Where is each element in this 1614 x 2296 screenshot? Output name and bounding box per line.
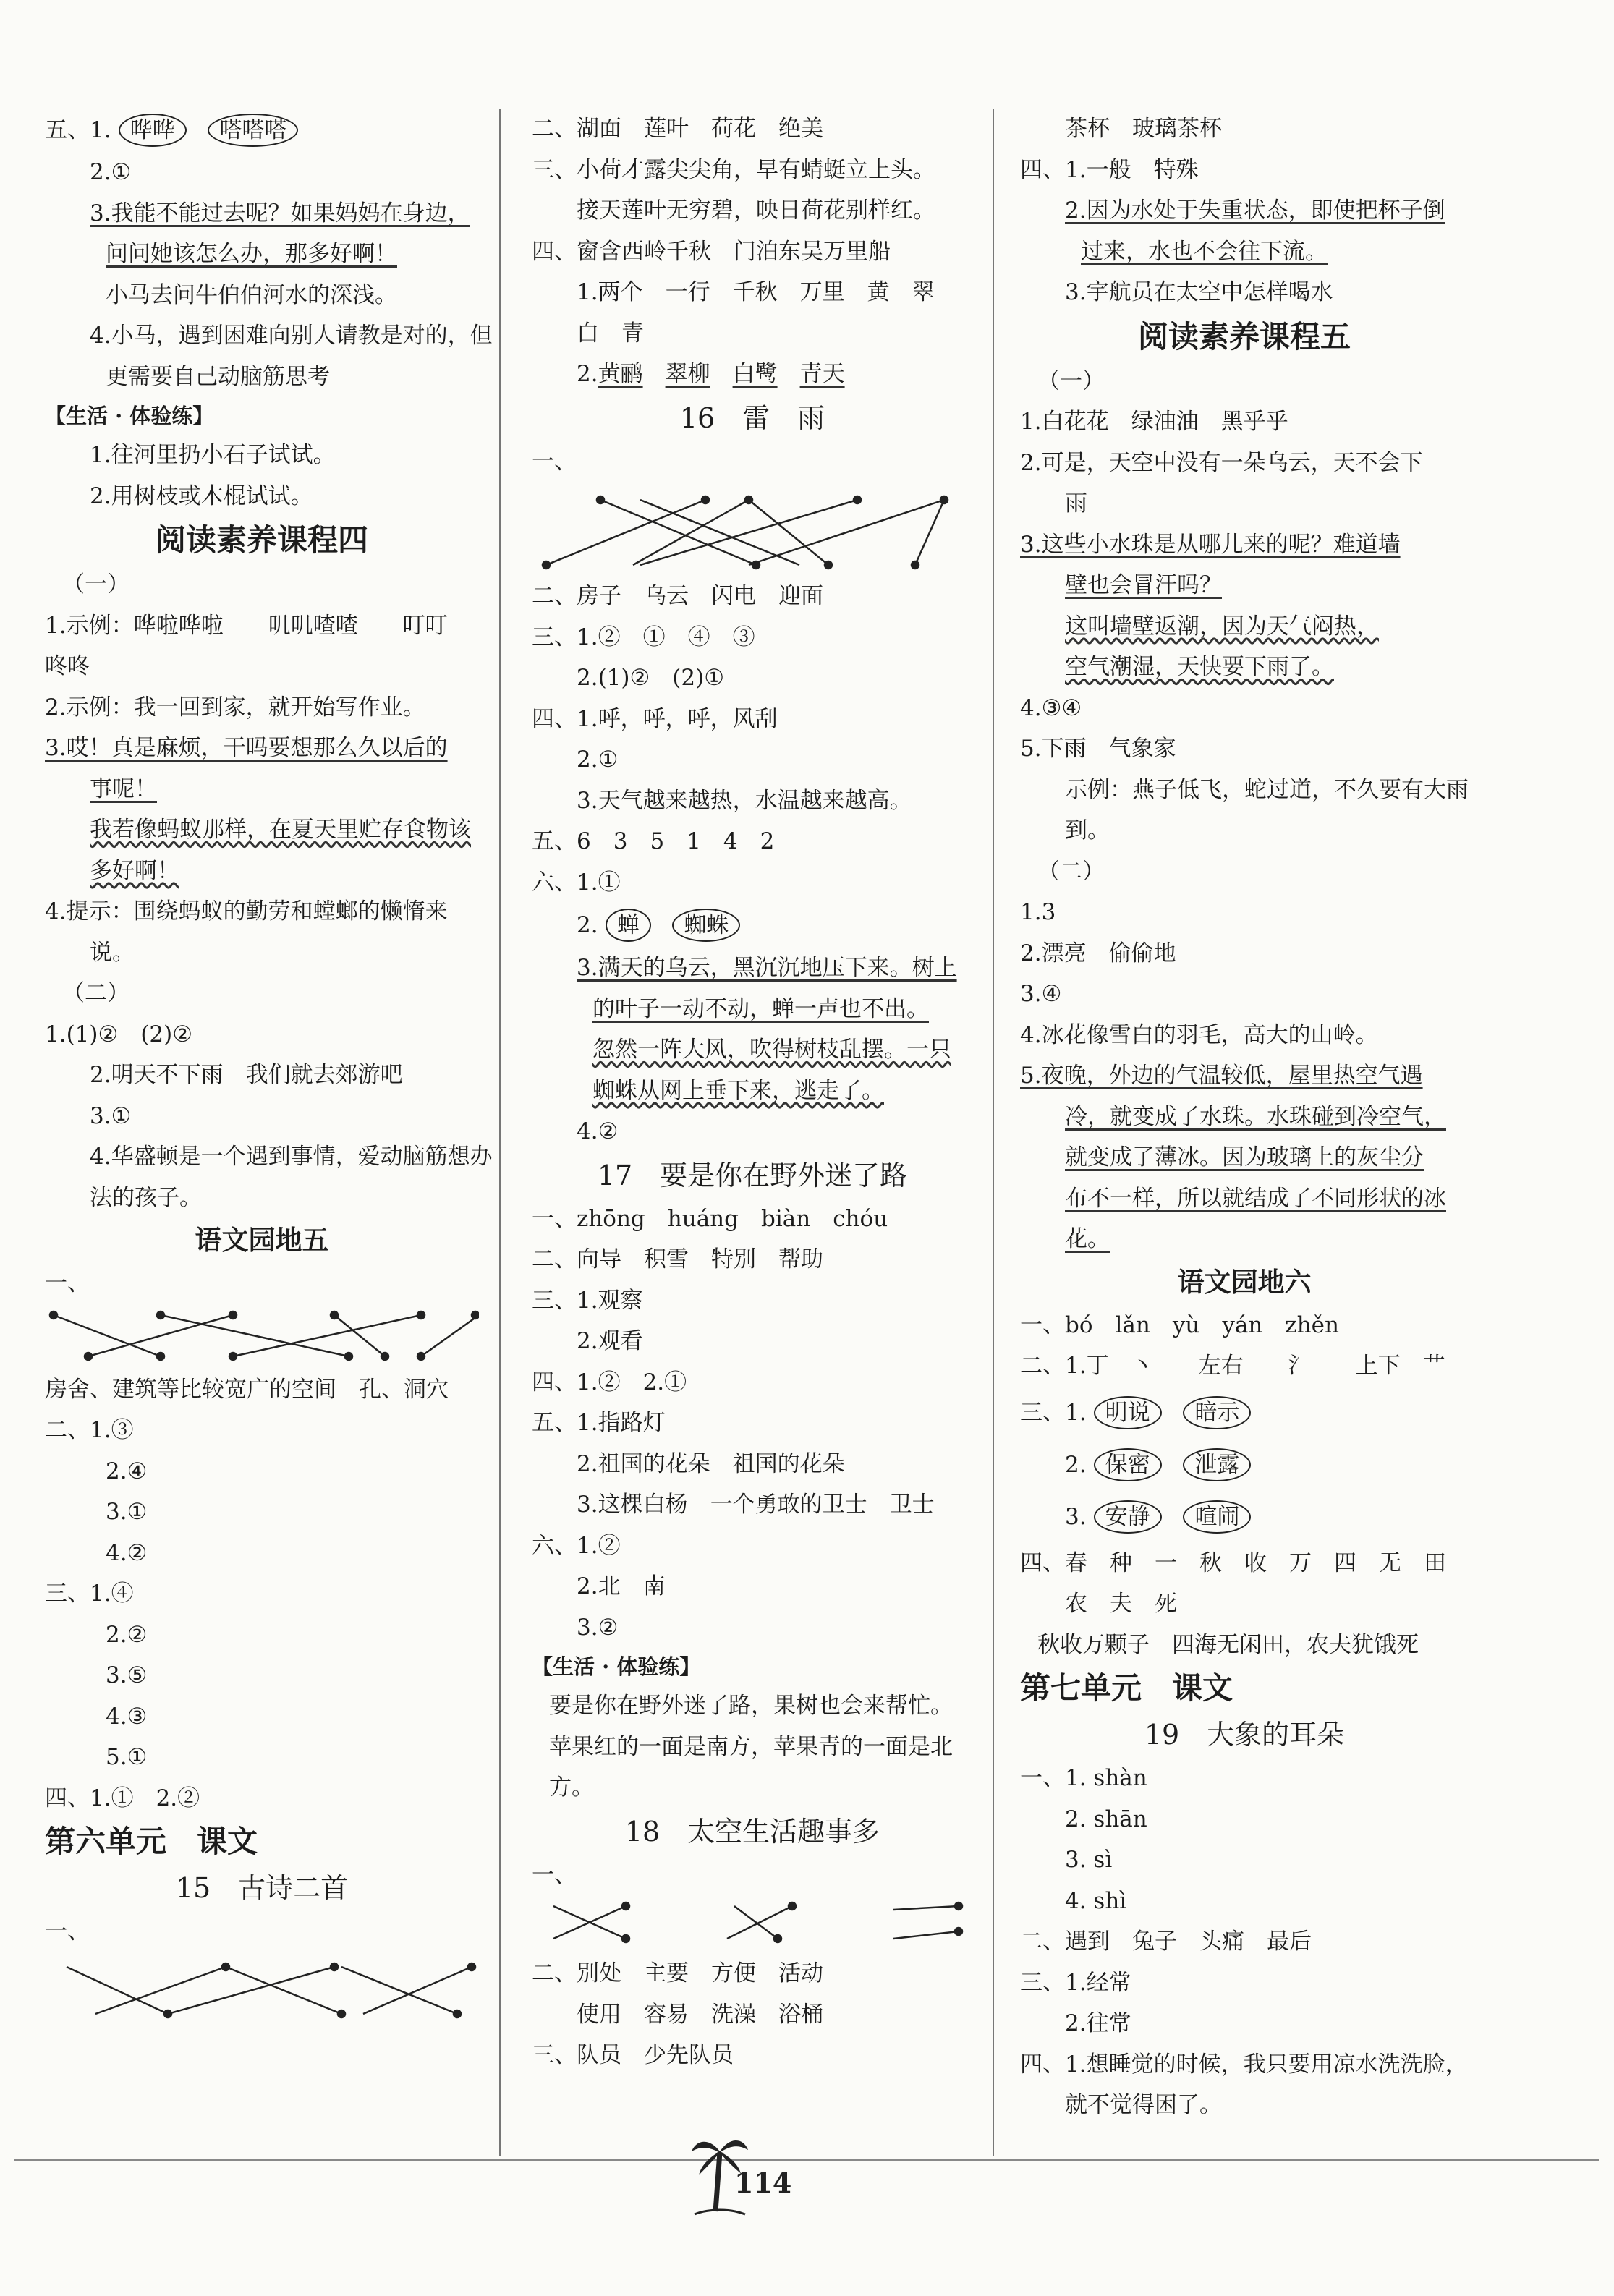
circled-word: 哗哗 [119, 114, 187, 147]
circled-word: 明说 [1094, 1396, 1162, 1429]
footer-rule [14, 2159, 1599, 2161]
answer-line: 四、1.呼，呼，呼，风刮 [532, 705, 778, 732]
answer-line: 忽然一阵大风，吹得树枝乱摆。一只 [592, 1037, 951, 1063]
matching-lines [532, 482, 973, 576]
unit-heading: 第七单元 课文 [1020, 1670, 1233, 1706]
answer-line: 多好啊！ [90, 857, 179, 884]
column-3 [1020, 109, 1469, 2126]
answer-line: 三、1.观察 [532, 1287, 643, 1314]
answer-line: 2.可是，天空中没有一朵乌云，天不会下 [1020, 449, 1423, 476]
answer-line: 3.⑤ [106, 1662, 148, 1688]
answer-line: 2.观看 [577, 1328, 643, 1354]
matching-lines [45, 1952, 479, 2025]
answer-line: 使用 容易 洗澡 浴桶 [577, 2001, 823, 2028]
answer-line: 的叶子一动不动，蝉一声也不出。 [592, 995, 929, 1022]
answer-line: 4.② [106, 1539, 148, 1566]
circled-word: 泄露 [1183, 1448, 1251, 1481]
answer-line: 就不觉得困了。 [1065, 2092, 1222, 2118]
answer-line: 5.① [106, 1744, 148, 1770]
circled-word: 安静 [1094, 1500, 1162, 1534]
answer-line: 2.因为水处于失重状态，即使把杯子倒 [1065, 197, 1445, 224]
answer-line: 二、房子 乌云 闪电 迎面 [532, 583, 823, 609]
answer-line: 法的孩子。 [90, 1184, 202, 1211]
circled-word: 嗒嗒嗒 [208, 114, 298, 147]
answer-line: 花。 [1065, 1226, 1110, 1252]
answer-line: 一、 [532, 1861, 577, 1888]
answer-line: 2. 蝉 蜘蛛 [532, 903, 973, 948]
answer-line: 四、1.想睡觉的时候，我只要用凉水洗洗脸， [1020, 2051, 1468, 2078]
answer-line: 1.往河里扔小石子试试。 [90, 442, 336, 468]
answer-line: 2.漂亮 偷偷地 [1020, 940, 1176, 966]
answer-line: （二） [1037, 858, 1105, 885]
answer-line: 三、1. 明说 暗示 [1020, 1387, 1469, 1439]
section-heading: 语文园地五 [195, 1225, 329, 1256]
answer-line: 布不一样，所以就结成了不同形状的冰 [1065, 1185, 1446, 1212]
answer-line: 3.① [90, 1102, 132, 1129]
answer-line: 1.(1)② (2)② [45, 1021, 192, 1047]
answer-line: 3.② [577, 1614, 619, 1641]
column-divider [993, 109, 994, 2156]
answer-line: 四、窗含西岭千秋 门泊东吴万里船 [532, 238, 891, 265]
section-heading: 语文园地六 [1177, 1266, 1312, 1298]
answer-line: 五、1. 哗哗 嗒嗒嗒 [45, 109, 479, 152]
answer-line: 3.这些小水珠是从哪儿来的呢？难道墙 [1020, 531, 1401, 558]
answer-line: 秋收万颗子 四海无闲田，农夫犹饿死 [1037, 1631, 1419, 1658]
answer-line: 3.① [106, 1499, 148, 1525]
section-label: 【生活 · 体验练】 [532, 1654, 701, 1679]
answer-line: 方。 [549, 1774, 594, 1800]
answer-line: 4.冰花像雪白的羽毛，高大的山岭。 [1020, 1021, 1378, 1048]
answer-line: 二、别处 主要 方便 活动 [532, 1960, 823, 1986]
answer-line: 冷，就变成了水珠。水珠碰到冷空气， [1065, 1103, 1446, 1130]
answer-line: 六、1.② [532, 1532, 621, 1559]
answer-line: 三、1.经常 [1020, 1969, 1131, 1996]
answer-line: 这叫墙壁返潮，因为天气闷热， [1065, 613, 1379, 639]
page-number: 114 [734, 2167, 792, 2199]
answer-line: 二、1.③ [45, 1417, 134, 1443]
matching-lines [45, 1304, 479, 1369]
answer-line: 我若像蚂蚁那样，在夏天里贮存食物该 [90, 817, 471, 843]
answer-line: 2.祖国的花朵 祖国的花朵 [577, 1450, 845, 1477]
answer-line: 3.满天的乌云，黑沉沉地压下来。树上 [577, 955, 957, 981]
answer-line: 2.① [577, 747, 619, 773]
circled-word: 蝉 [606, 909, 651, 942]
answer-line: 壁也会冒汗吗？ [1065, 572, 1222, 598]
answer-line: 六、1.① [532, 869, 621, 896]
answer-line: 二、遇到 兔子 头痛 最后 [1020, 1929, 1312, 1955]
answer-line: 4.② [577, 1118, 619, 1144]
answer-line: 过来，水也不会往下流。 [1081, 238, 1328, 265]
answer-line: 更需要自己动脑筋思考 [106, 363, 330, 390]
answer-line: 3.哎！真是麻烦，干吗要想那么久以后的 [45, 735, 448, 761]
answer-line: 白 青 [577, 320, 644, 346]
answer-line: 2.① [90, 159, 132, 185]
answer-line: 要是你在野外迷了路，果树也会来帮忙。 [549, 1693, 953, 1719]
answer-line: 事呢！ [90, 775, 157, 802]
answer-line: 四、春 种 一 秋 收 万 四 无 田 [1020, 1549, 1446, 1576]
answer-line: 2.明天不下雨 我们就去郊游吧 [90, 1062, 403, 1088]
answer-line: 5.夜晚，外边的气温较低，屋里热空气遇 [1020, 1063, 1423, 1089]
answer-line: 咚咚 [45, 653, 90, 679]
answer-line: 四、1.② 2.① [532, 1369, 687, 1395]
answer-line: 就变成了薄冰。因为玻璃上的灰尘分 [1065, 1144, 1424, 1170]
answer-line: 2.② [106, 1621, 148, 1648]
section-heading: 阅读素养课程五 [1137, 318, 1351, 354]
answer-line: 二、向导 积雪 特别 帮助 [532, 1246, 823, 1272]
matching-lines [532, 1895, 973, 1953]
answer-line: 1.白花花 绿油油 黑乎乎 [1020, 409, 1288, 435]
answer-line: 3.我能不能过去呢？如果妈妈在身边， [90, 200, 470, 226]
answer-line: 接天莲叶无穷碧，映日荷花别样红。 [577, 197, 935, 224]
answer-line: （一） [1037, 367, 1105, 394]
answer-line: 到。 [1065, 817, 1110, 843]
circled-word: 暗示 [1183, 1396, 1251, 1429]
answer-line: 茶杯 玻璃茶杯 [1065, 116, 1222, 142]
lesson-title: 16 雷 雨 [679, 401, 825, 434]
answer-line: 三、1.② ① ④ ③ [532, 624, 755, 650]
answer-line: （二） [62, 980, 129, 1006]
circled-word: 喧闹 [1183, 1500, 1251, 1534]
answer-line: 一、 [45, 1918, 90, 1944]
circled-word: 保密 [1094, 1448, 1162, 1481]
answer-line: 3.宇航员在太空中怎样喝水 [1065, 279, 1333, 305]
answer-line: 3. sì [1065, 1847, 1113, 1873]
answer-line: 4. shì [1065, 1887, 1127, 1914]
answer-line: 雨 [1065, 490, 1087, 516]
answer-line: 三、1.④ [45, 1581, 134, 1607]
answer-line: 2. 保密 泄露 [1020, 1439, 1469, 1491]
answer-line: 二、湖面 莲叶 荷花 绝美 [532, 116, 823, 142]
answer-line: 三、小荷才露尖尖角，早有蜻蜓立上头。 [532, 156, 935, 183]
unit-heading: 第六单元 课文 [45, 1824, 258, 1859]
answer-line: 空气潮湿，天快要下雨了。 [1065, 654, 1334, 680]
answer-line: 2.黄鹂 翠柳 白鹭 青天 [577, 361, 845, 387]
answer-line: 5.下雨 气象家 [1020, 736, 1176, 762]
answer-line: 二、1.丁 丶 左右 氵 上下 艹 [1020, 1353, 1445, 1379]
lesson-title: 15 古诗二首 [175, 1872, 349, 1904]
answer-line: 苹果红的一面是南方，苹果青的一面是北 [549, 1733, 953, 1760]
answer-line: 2.(1)② (2)① [577, 665, 724, 691]
answer-line: 房舍、建筑等比较宽广的空间 孔、洞穴 [45, 1376, 449, 1403]
answer-line: 3.④ [1020, 981, 1062, 1007]
answer-line: 一、1. shàn [1020, 1765, 1147, 1791]
circled-word: 蜘蛛 [672, 909, 740, 942]
answer-line: 4.③ [106, 1703, 148, 1730]
answer-line: 2.北 南 [577, 1573, 666, 1599]
answer-line: 3.天气越来越热，水温越来越高。 [577, 787, 912, 814]
lesson-title: 18 太空生活趣事多 [624, 1815, 880, 1848]
answer-line: 4.提示：围绕蚂蚁的勤劳和螳螂的懒惰来 [45, 898, 448, 924]
answer-line: 一、 [532, 448, 577, 475]
answer-line: 1.示例：哗啦哗啦 叽叽喳喳 叮叮 [45, 612, 448, 639]
section-heading: 阅读素养课程四 [155, 522, 368, 558]
answer-line: 示例：燕子低飞，蛇过道，不久要有大雨 [1065, 776, 1469, 803]
answer-line: 五、1.指路灯 [532, 1410, 666, 1436]
answer-line: 五、6 3 5 1 4 2 [532, 828, 775, 854]
answer-line: 3.这棵白杨 一个勇敢的卫士 卫士 [577, 1492, 935, 1518]
answer-line: 2.④ [106, 1458, 148, 1484]
answer-line: 4.③④ [1020, 694, 1082, 721]
answer-line: 4.华盛顿是一个遇到事情，爱动脑筋想办 [90, 1144, 493, 1170]
section-label: 【生活 · 体验练】 [45, 404, 214, 428]
answer-line: 一、 [45, 1270, 90, 1296]
answer-line: 说。 [90, 939, 135, 966]
answer-line: 四、1.① 2.② [45, 1785, 200, 1811]
lesson-title: 19 大象的耳朵 [1144, 1719, 1345, 1751]
answer-line: 一、zhōng huáng biàn chóu [532, 1205, 888, 1232]
answer-line: 2.示例：我一回到家，就开始写作业。 [45, 694, 425, 720]
answer-line: 问问她该怎么办，那多好啊！ [106, 241, 397, 267]
lesson-title: 17 要是你在野外迷了路 [597, 1159, 908, 1191]
answer-line: 3. 安静 喧闹 [1020, 1491, 1469, 1543]
answer-line: 2. shān [1065, 1806, 1147, 1832]
answer-line: 4.小马，遇到困难向别人请教是对的，但 [90, 323, 493, 349]
answer-line: 2.往常 [1065, 2010, 1131, 2036]
answer-line: 蜘蛛从网上垂下来，逃走了。 [592, 1077, 884, 1104]
answer-line: 农 夫 死 [1065, 1591, 1177, 1617]
column-divider [499, 109, 501, 2156]
answer-line: 小马去问牛伯伯河水的深浅。 [106, 281, 397, 308]
answer-line: 三、队员 少先队员 [532, 2042, 734, 2068]
answer-line: 1.3 [1020, 899, 1056, 925]
column-2 [532, 109, 973, 2076]
column-1 [45, 109, 493, 2025]
answer-line: 1.两个 一行 千秋 万里 黄 翠 [577, 279, 935, 305]
answer-line: （一） [62, 571, 129, 598]
answer-line: 四、1.一般 特殊 [1020, 156, 1199, 183]
answer-line: 2.用树枝或木棍试试。 [90, 482, 313, 509]
answer-line: 一、bó lǎn yù yán zhěn [1020, 1311, 1339, 1338]
